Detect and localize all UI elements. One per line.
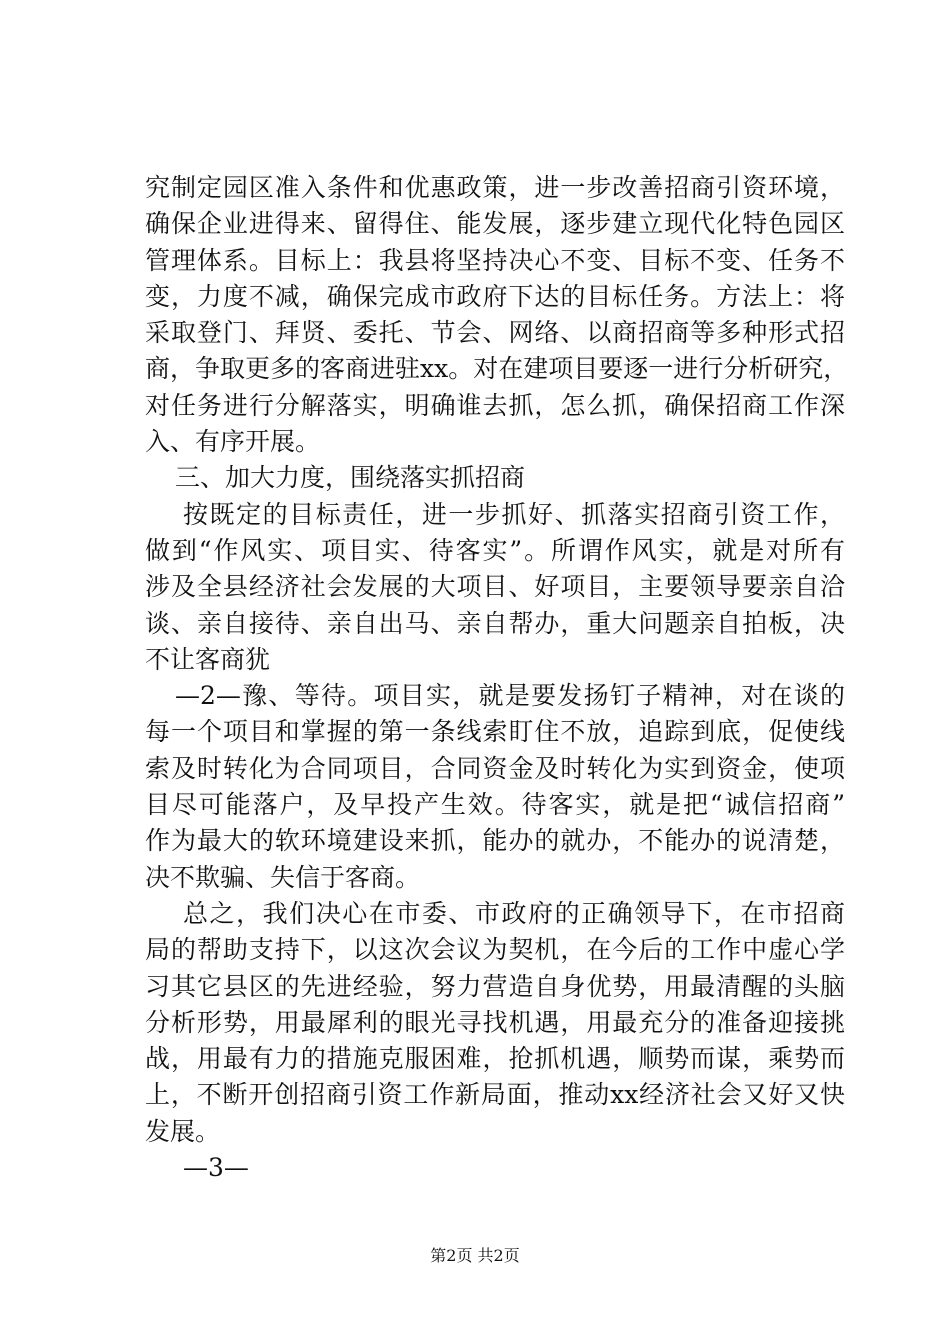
body-line: 对任务进行分解落实，明确谁去抓，怎么抓，确保招商工作深 [145,390,845,420]
page-footer: 第2页 共2页 [430,1246,520,1265]
body-line: 确保企业进得来、留得住、能发展，逐步建立现代化特色园区 [145,209,845,239]
body-line: 管理体系。目标上：我县将坚持决心不变、目标不变、任务不 [145,245,845,275]
body-line: 不让客商犹 [145,644,271,674]
body-line: 作为最大的软环境建设来抓，能办的就办，不能办的说清楚， [145,826,845,856]
body-line: —2—豫、等待。项目实，就是要发扬钉子精神，对在谈的 [175,681,845,711]
body-line: 三、加大力度，围绕落实抓招商 [175,463,526,493]
body-line: 入、有序开展。 [145,427,321,457]
body-line: 采取登门、拜贤、委托、节会、网络、以商招商等多种形式招 [145,318,845,348]
body-line: 上，不断开创招商引资工作新局面，推动xx经济社会又好又快 [145,1080,845,1110]
body-line: 做到“作风实、项目实、待客实”。所谓作风实，就是对所有 [145,535,845,565]
body-line: 按既定的目标责任，进一步抓好、抓落实招商引资工作， [183,499,845,529]
body-line: 习其它县区的先进经验，努力营造自身优势，用最清醒的头脑 [145,971,845,1001]
body-line: 索及时转化为合同项目，合同资金及时转化为实到资金，使项 [145,753,845,783]
body-line: 变，力度不减，确保完成市政府下达的目标任务。方法上：将 [145,281,845,311]
body-line: —3— [183,1153,249,1183]
body-line: 每一个项目和掌握的第一条线索盯住不放，追踪到底，促使线 [145,717,845,747]
body-line: 总之，我们决心在市委、市政府的正确领导下，在市招商 [183,898,845,928]
body-line: 究制定园区准入条件和优惠政策，进一步改善招商引资环境， [145,173,845,202]
body-line: 谈、亲自接待、亲自出马、亲自帮办，重大问题亲自拍板，决 [145,608,845,638]
body-line: 商，争取更多的客商进驻xx。对在建项目要逐一进行分析研究， [145,354,849,384]
body-line: 目尽可能落户，及早投产生效。待客实，就是把“诚信招商” [145,790,845,820]
body-line: 战，用最有力的措施克服困难，抢抓机遇，顺势而谋，乘势而 [145,1044,845,1074]
body-line: 局的帮助支持下，以这次会议为契机，在今后的工作中虚心学 [145,935,845,965]
body-line: 涉及全县经济社会发展的大项目、好项目，主要领导要亲自洽 [145,572,845,602]
body-line: 发展。 [145,1116,221,1146]
document-body [145,170,849,1186]
body-line: 决不欺骗、失信于客商。 [145,862,421,892]
body-line: 分析形势，用最犀利的眼光寻找机遇，用最充分的准备迎接挑 [145,1007,845,1037]
